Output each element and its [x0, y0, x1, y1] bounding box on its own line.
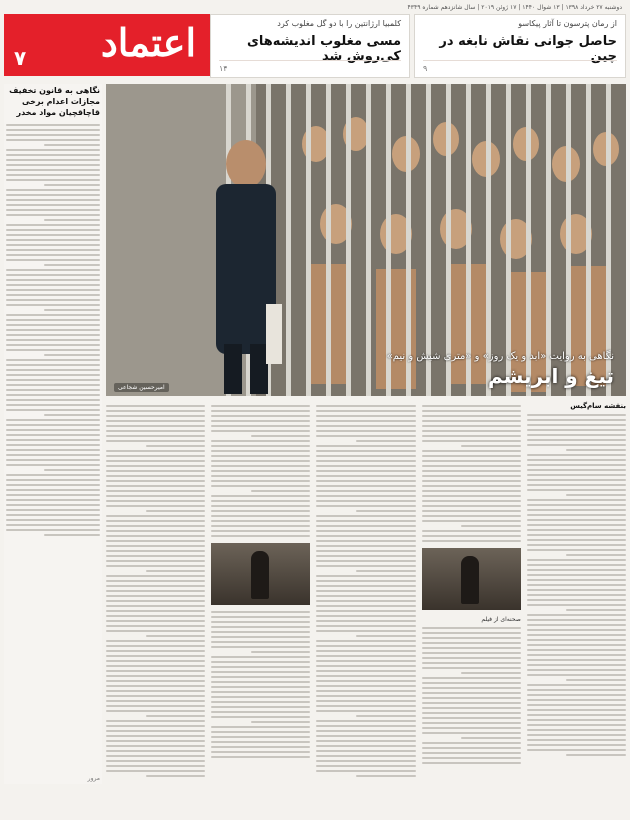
- lead-photo[interactable]: [106, 84, 626, 396]
- photo-caption-kicker: نگاهی به روایت «ابد و یک روز» و «متری شیش و نیم»: [386, 351, 614, 362]
- side-article-tag: مرور: [87, 775, 100, 782]
- logo-text: اعتماد: [100, 20, 196, 65]
- teaser-page-ref: ۱۴: [219, 64, 228, 73]
- inset-photo[interactable]: [211, 543, 310, 605]
- prison-bars-illustration: [106, 84, 626, 396]
- photo-caption-title[interactable]: تیغ و ابریشم: [487, 364, 614, 388]
- teaser-kicker: از رمان پترسون تا آثار پیکاسو: [518, 19, 617, 28]
- page-number: ۷: [14, 46, 27, 70]
- teaser-headline[interactable]: مسی مغلوب اندیشه‌های کی‌روش شد: [246, 34, 401, 64]
- masthead-logo[interactable]: [4, 14, 214, 76]
- article-column: [316, 402, 415, 784]
- article-column: [527, 402, 626, 784]
- dateline: دوشنبه ۲۷ خرداد ۱۳۹۸ | ۱۳ شوال ۱۴۴۰ | ۱۷ ژوئن ۲۰۱۹ | سال شانزدهم شماره ۴۳۴۹: [407, 3, 622, 11]
- teaser-headline[interactable]: حاصل جوانی نقاش نابغه در چین: [439, 34, 617, 64]
- side-article: [4, 84, 102, 784]
- side-article-body: [6, 124, 100, 536]
- photo-credit: امیرحسین شجاعی: [114, 383, 169, 392]
- article-column: [211, 402, 310, 784]
- inset-photo[interactable]: [422, 548, 521, 610]
- teaser-divider: [219, 60, 401, 61]
- teaser-sport[interactable]: [210, 14, 410, 78]
- inset-caption: صحنه‌ای از فیلم: [481, 616, 521, 623]
- teaser-page-ref: ۹: [423, 64, 428, 73]
- side-article-title[interactable]: نگاهی به قانون تخفیف مجازات اعدام برخی قاچاقچیان مواد مخدر: [9, 86, 100, 117]
- teaser-art[interactable]: [414, 14, 626, 78]
- article-column: [106, 402, 205, 784]
- teaser-divider: [423, 60, 617, 61]
- dateline-bar: [0, 0, 630, 14]
- article-body: [106, 402, 626, 784]
- article-author: بنفشه سام‌گیس: [570, 402, 626, 410]
- article-column: [422, 402, 521, 784]
- teaser-kicker: کلمبیا ارژانتین را با دو گل مغلوب کرد: [277, 19, 401, 28]
